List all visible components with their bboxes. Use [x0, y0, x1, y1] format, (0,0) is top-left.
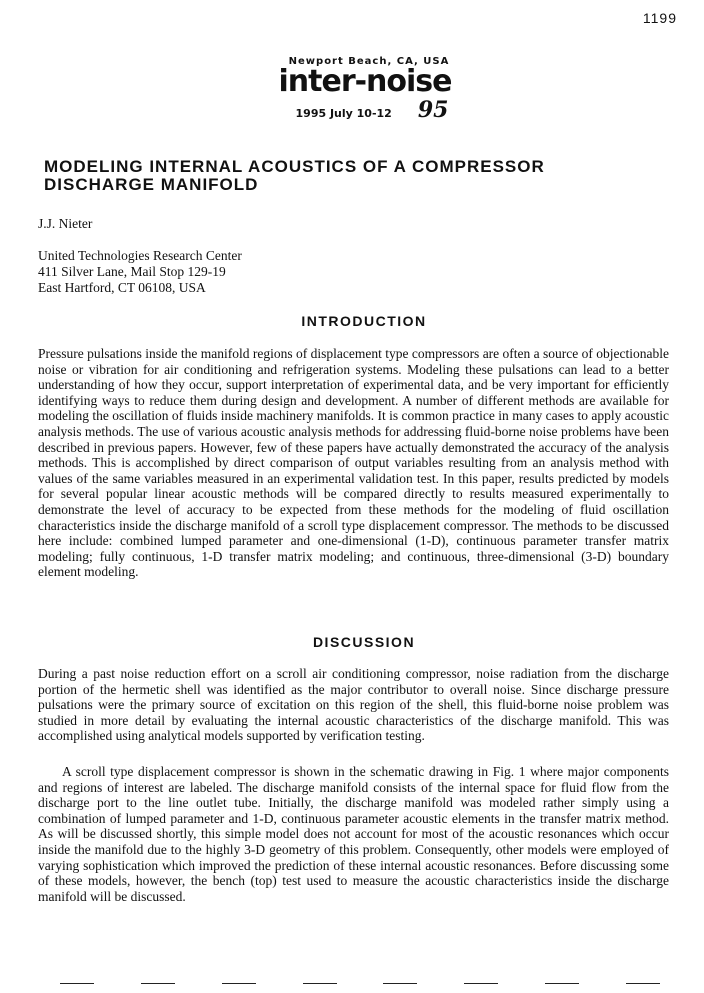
conference-year: 95	[417, 97, 449, 123]
affiliation-line: 411 Silver Lane, Mail Stop 129-19	[38, 264, 226, 279]
discussion-paragraph-1: During a past noise reduction effort on a scroll air conditioning compressor, noise radiation from the discharge portion of the hermetic shell was identified as the major contributor to overall noise. Since discharge pressure pulsations were the primary source of excitation on this region of the shell, this fluid-borne noise problem was studied in more detail by evaluating the internal acoustic characteristics of the discharge manifold. This was accomplished using analytical models supported by verification testing.	[38, 666, 669, 744]
introduction-heading: INTRODUCTION	[301, 313, 427, 329]
footer-dash	[545, 983, 579, 984]
affiliation-line: United Technologies Research Center	[38, 248, 242, 263]
affiliation-line: East Hartford, CT 06108, USA	[38, 280, 206, 295]
footer-dash	[464, 983, 498, 984]
paper-title-line-2: DISCHARGE MANIFOLD	[44, 175, 259, 194]
page-number: 1199	[642, 10, 677, 26]
discussion-heading: DISCUSSION	[312, 634, 416, 650]
footer-rule	[60, 983, 660, 984]
footer-dash	[222, 983, 256, 984]
conference-header	[270, 56, 460, 123]
conference-logo: inter-noise	[278, 64, 452, 99]
discussion-paragraph-2: A scroll type displacement compressor is shown in the schematic drawing in Fig. 1 where major components and regions of interest are labeled. The discharge manifold consists of the internal space for fluid flow from the discharge port to the line outlet tube. Initially, the discharge manifold was modeled rather simply using a combination of lumped parameter and 1-D, continuous parameter acoustic elements in the transfer matrix method. As will be discussed shortly, this simple model does not account for most of the acoustic resonances which occur inside the manifold due to the highly 3-D geometry of this problem. Consequently, other models were employed of varying sophistication which improved the prediction of these internal acoustic resonances. Before discussing some of these models, however, the bench (top) test used to measure the acoustic characteristics inside the discharge manifold will be discussed.	[38, 764, 669, 904]
conference-dates: 1995 July 10-12	[295, 107, 392, 120]
conference-location: Newport Beach, CA, USA	[288, 56, 450, 67]
author-name: J.J. Nieter	[38, 216, 93, 231]
footer-dash	[303, 983, 337, 984]
author-affiliation	[38, 248, 242, 296]
paper-title-line-1: MODELING INTERNAL ACOUSTICS OF A COMPRESSOR	[44, 157, 545, 176]
paper-title	[44, 158, 644, 194]
footer-dash	[383, 983, 417, 984]
footer-dash	[141, 983, 175, 984]
footer-dash	[626, 983, 660, 984]
conference-date-row	[284, 97, 460, 123]
introduction-paragraph: Pressure pulsations inside the manifold regions of displacement type compressors are often a source of objectionable noise or vibration for air conditioning and refrigeration systems. Modeling these pulsations can lead to a better understanding of how they occur, support interpretation of experimental data, and be very important for efficiently identifying ways to reduce them during design and development. A number of different methods are available for modeling the oscillation of fluids inside machinery manifolds. It is common practice in many cases to apply acoustic analysis methods. The use of various acoustic analysis methods for addressing fluid-borne noise problems have been described in previous papers. However, few of these papers have actually demonstrated the accuracy of the analysis methods. This is accomplished by direct comparison of output variables resulting from an analysis method with values of the same variables measured in an experimental validation test. In this paper, results predicted by models for several popular linear acoustic methods will be compared directly to results measured experimentally to demonstrate the level of accuracy to be expected from these methods for the modeling of fluid oscillation characteristics inside the discharge manifold of a scroll type displacement compressor. The methods to be discussed here include: combined lumped parameter and one-dimensional (1-D), continuous parameter transfer matrix modeling; fully continuous, 1-D transfer matrix modeling; and continuous, three-dimensional (3-D) boundary element modeling.	[38, 346, 669, 580]
footer-dash	[60, 983, 94, 984]
